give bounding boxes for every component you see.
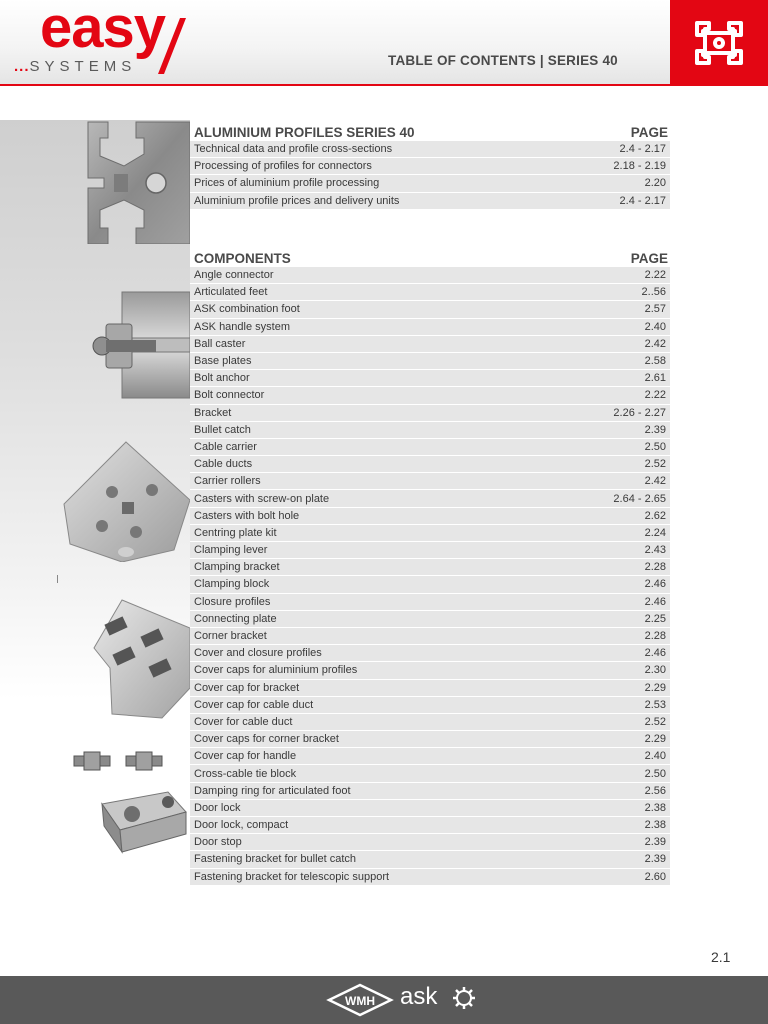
side-tick	[57, 575, 58, 583]
logo-systems	[14, 58, 136, 75]
toc-entry-label: Technical data and profile cross-sections	[194, 143, 393, 156]
toc-entry-label: Cable ducts	[194, 458, 253, 471]
toc-row	[190, 438, 670, 455]
toc-entry-label: Casters with screw-on plate	[194, 492, 330, 505]
toc-entry-label: Centring plate kit	[194, 526, 277, 539]
toc-row	[190, 507, 670, 524]
toc-entry-page: 2.39	[644, 836, 666, 849]
toc-row	[190, 283, 670, 300]
toc-row	[190, 764, 670, 781]
toc-entry-label: Fastening bracket for bullet catch	[194, 853, 357, 866]
toc-entry-label: Damping ring for articulated foot	[194, 784, 351, 797]
toc-row	[190, 489, 670, 506]
toc-entry-page: 2.25	[644, 612, 666, 625]
toc-row	[190, 627, 670, 644]
toc-row	[190, 816, 670, 833]
toc-entry-page: 2.43	[644, 544, 666, 557]
toc-row	[190, 610, 670, 627]
toc-row	[190, 140, 670, 157]
toc-entry-label: Bolt connector	[194, 389, 265, 402]
logo-dots: ...	[14, 58, 30, 75]
toc-entry-page: 2.29	[644, 681, 666, 694]
header-divider	[0, 84, 670, 86]
toc-entry-page: 2.46	[644, 595, 666, 608]
toc-row	[190, 593, 670, 610]
toc-row	[190, 300, 670, 317]
components-rows	[190, 266, 670, 885]
centring-plate-image	[92, 598, 190, 722]
toc-row	[190, 266, 670, 283]
toc-row	[190, 850, 670, 867]
toc-entry-label: Cover and closure profiles	[194, 647, 322, 660]
toc-entry-page: 2.53	[644, 698, 666, 711]
toc-entry-label: Bracket	[194, 406, 232, 419]
toc-row	[190, 157, 670, 174]
toc-entry-page: 2.50	[644, 767, 666, 780]
components-page-heading: PAGE	[630, 251, 668, 266]
toc-entry-page: 2.62	[644, 509, 666, 522]
toc-entry-label: ASK combination foot	[194, 303, 300, 316]
toc-row	[190, 747, 670, 764]
toc-row	[190, 782, 670, 799]
toc-row	[190, 404, 670, 421]
logo-easy-text: easy	[40, 0, 166, 60]
toc-entry-label: Closure profiles	[194, 595, 271, 608]
toc-entry-page: 2.40	[644, 320, 666, 333]
gear-icon	[452, 986, 476, 1010]
toc-entry-page: 2.57	[644, 303, 666, 316]
toc-entry-page: 2.52	[644, 458, 666, 471]
toc-entry-page: 2.26 - 2.27	[613, 406, 666, 419]
toc-entry-page: 2.30	[644, 664, 666, 677]
toc-entry-page: 2.28	[644, 630, 666, 643]
components-section	[190, 248, 670, 885]
toc-entry-page: 2.38	[644, 819, 666, 832]
toc-entry-page: 2.22	[644, 389, 666, 402]
toc-entry-label: ASK handle system	[194, 320, 290, 333]
toc-row	[190, 352, 670, 369]
toc-entry-page: 2.24	[644, 526, 666, 539]
profiles-heading: ALUMINIUM PROFILES SERIES 40	[194, 125, 415, 140]
toc-entry-page: 2.39	[644, 423, 666, 436]
toc-entry-label: Cover for cable duct	[194, 715, 293, 728]
toc-row	[190, 421, 670, 438]
toc-entry-page: 2.42	[644, 475, 666, 488]
toc-entry-label: Aluminium profile prices and delivery units	[194, 194, 400, 207]
toc-row	[190, 696, 670, 713]
toc-entry-label: Articulated feet	[194, 286, 268, 299]
toc-entry-page: 2.52	[644, 715, 666, 728]
toc-entry-page: 2..56	[641, 286, 666, 299]
toc-entry-label: Angle connector	[194, 269, 274, 282]
toc-entry-label: Cover caps for corner bracket	[194, 733, 339, 746]
toc-entry-label: Cross-cable tie block	[194, 767, 297, 780]
toc-row	[190, 799, 670, 816]
toc-entry-label: Door lock, compact	[194, 819, 289, 832]
profiles-page-heading: PAGE	[630, 125, 668, 140]
bolt-connector-image	[92, 288, 190, 402]
page-number: 2.1	[711, 949, 731, 965]
toc-entry-label: Clamping lever	[194, 544, 268, 557]
toc-entry-label: Base plates	[194, 355, 252, 368]
toc-entry-page: 2.39	[644, 853, 666, 866]
toc-entry-page: 2.61	[644, 372, 666, 385]
toc-entry-page: 2.28	[644, 561, 666, 574]
toc-entry-label: Connecting plate	[194, 612, 277, 625]
toc-row	[190, 472, 670, 489]
toc-row	[190, 386, 670, 403]
toc-entry-label: Prices of aluminium profile processing	[194, 177, 380, 190]
components-heading: COMPONENTS	[194, 251, 291, 266]
toc-entry-label: Door stop	[194, 836, 242, 849]
toc-row	[190, 868, 670, 885]
logo-systems-text: SYSTEMS	[29, 58, 137, 75]
toc-entry-label: Fastening bracket for telescopic support	[194, 870, 390, 883]
slot-nut-image	[124, 750, 164, 772]
toc-row	[190, 541, 670, 558]
toc-entry-label: Clamping block	[194, 578, 270, 591]
wmh-logo-icon	[325, 982, 395, 1018]
profiles-section	[190, 122, 670, 209]
toc-row	[190, 174, 670, 191]
toc-entry-label: Corner bracket	[194, 630, 267, 643]
toc-entry-page: 2.22	[644, 269, 666, 282]
toc-entry-page: 2.4 - 2.17	[619, 143, 666, 156]
toc-entry-label: Processing of profiles for connectors	[194, 160, 372, 173]
toc-entry-page: 2.58	[644, 355, 666, 368]
toc-entry-page: 2.38	[644, 801, 666, 814]
toc-row	[190, 318, 670, 335]
corner-cube-image	[62, 440, 190, 562]
toc-entry-page: 2.40	[644, 750, 666, 763]
toc-entry-page: 2.18 - 2.19	[613, 160, 666, 173]
toc-entry-page: 2.4 - 2.17	[619, 194, 666, 207]
toc-row	[190, 730, 670, 747]
toc-entry-page: 2.29	[644, 733, 666, 746]
toc-entry-label: Cover cap for handle	[194, 750, 297, 763]
toc-row	[190, 713, 670, 730]
profile-cross-icon	[691, 19, 747, 67]
toc-row	[190, 833, 670, 850]
page-header	[0, 0, 768, 86]
toc-entry-label: Bolt anchor	[194, 372, 250, 385]
toc-row	[190, 192, 670, 209]
toc-row	[190, 524, 670, 541]
toc-entry-page: 2.64 - 2.65	[613, 492, 666, 505]
toc-entry-label: Casters with bolt hole	[194, 509, 300, 522]
profiles-rows	[190, 140, 670, 209]
slot-nut-image	[72, 750, 112, 772]
toc-entry-label: Cover cap for bracket	[194, 681, 300, 694]
logo-swoosh-icon	[150, 16, 190, 76]
page-title: TABLE OF CONTENTS | SERIES 40	[388, 53, 618, 68]
toc-row	[190, 661, 670, 678]
toc-row	[190, 644, 670, 661]
toc-entry-label: Cable carrier	[194, 440, 257, 453]
toc-entry-label: Carrier rollers	[194, 475, 261, 488]
toc-row	[190, 369, 670, 386]
toc-row	[190, 455, 670, 472]
toc-row	[190, 679, 670, 696]
ask-logo-text: ask	[400, 983, 438, 1010]
toc-entry-page: 2.56	[644, 784, 666, 797]
aluminium-profile-image	[84, 118, 190, 244]
page-footer	[0, 976, 768, 1024]
toc-entry-page: 2.20	[644, 177, 666, 190]
toc-entry-label: Cover caps for aluminium profiles	[194, 664, 358, 677]
series-badge	[670, 0, 768, 86]
toc-row	[190, 575, 670, 592]
toc-entry-page: 2.60	[644, 870, 666, 883]
toc-row	[190, 558, 670, 575]
toc-entry-page: 2.50	[644, 440, 666, 453]
components-header	[190, 248, 670, 266]
toc-entry-page: 2.46	[644, 647, 666, 660]
profiles-header	[190, 122, 670, 140]
t-nut-image	[98, 790, 188, 854]
toc-entry-page: 2.42	[644, 337, 666, 350]
toc-entry-label: Bullet catch	[194, 423, 251, 436]
toc-entry-label: Door lock	[194, 801, 241, 814]
wmh-logo-text: WMH	[345, 994, 375, 1008]
toc-entry-page: 2.46	[644, 578, 666, 591]
toc-entry-label: Ball caster	[194, 337, 246, 350]
toc-row	[190, 335, 670, 352]
toc-entry-label: Clamping bracket	[194, 561, 280, 574]
toc-entry-label: Cover cap for cable duct	[194, 698, 314, 711]
